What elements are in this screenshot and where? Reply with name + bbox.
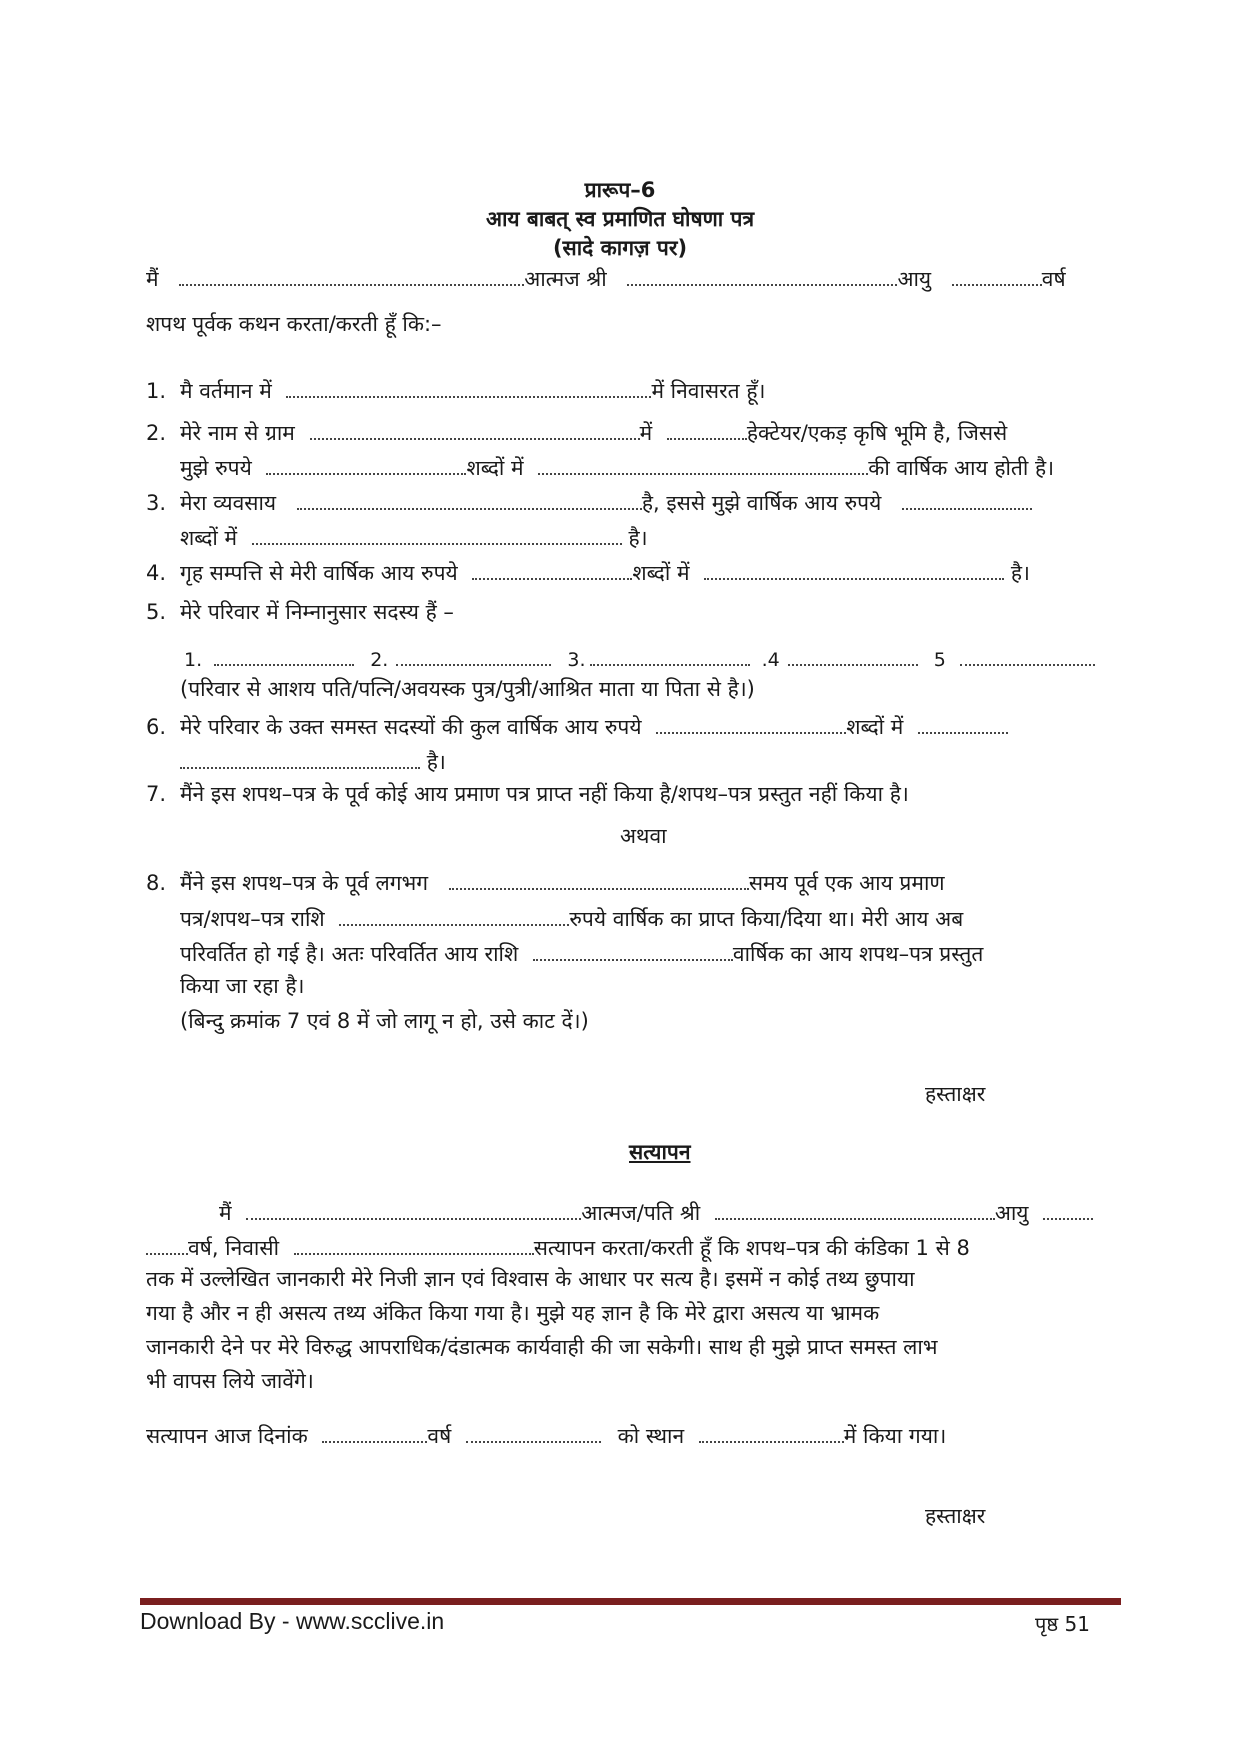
member-2-blank[interactable] [396, 642, 551, 666]
intro-aatmaj: आत्मज श्री [524, 267, 607, 291]
date-blank[interactable] [322, 1419, 427, 1443]
signature-1: हस्ताक्षर [925, 1082, 986, 1106]
land-income-blank[interactable] [266, 451, 466, 475]
village-blank[interactable] [310, 416, 640, 440]
page-number: पृष्ठ 51 [1035, 1612, 1090, 1636]
member-3-blank[interactable] [590, 642, 750, 666]
verif-age-cont-blank[interactable] [146, 1231, 188, 1255]
item-6-line-2: है। [180, 745, 446, 776]
verification-line-2: वर्ष, निवासी सत्यापन करता/करती हूँ कि शपथ–पत्र की कंडिका 1 से 8 [146, 1231, 970, 1262]
intro-aayu: आयु [897, 267, 932, 291]
athva: अथवा [620, 824, 667, 848]
item-6: 6. मेरे परिवार के उक्त समस्त सदस्यों की कुल वार्षिक आय रुपये शब्दों में [146, 710, 1008, 741]
footer-rule [140, 1598, 1121, 1605]
father-name-blank[interactable] [627, 262, 897, 286]
form-subtitle: (सादे कागज़ पर) [552, 236, 688, 260]
family-income-words-cont-blank[interactable] [180, 745, 420, 769]
verif-name-blank[interactable] [246, 1196, 581, 1220]
family-note: (परिवार से आशय पति/पत्नि/अवयस्क पुत्र/पुत्री/आश्रित माता या पिता से है।) [180, 677, 755, 701]
download-link[interactable]: Download By - www.scclive.in [140, 1608, 445, 1634]
prior-time-blank[interactable] [449, 866, 749, 890]
intro-varsh: वर्ष [1041, 267, 1066, 291]
verification-heading: सत्यापन [629, 1140, 691, 1164]
verif-father-blank[interactable] [715, 1196, 995, 1220]
family-income-blank[interactable] [656, 710, 846, 734]
family-members-row: 1. 2. 3. .4 5 [184, 642, 1095, 674]
item-5: 5. मेरे परिवार में निम्नानुसार सदस्य हैं – [146, 600, 454, 624]
item-4: 4. गृह सम्पत्ति से मेरी वार्षिक आय रुपये शब्दों में है। [146, 556, 1030, 587]
verif-age-blank[interactable] [1043, 1196, 1093, 1220]
item-8-line-3: परिवर्तित हो गई है। अतः परिवर्तित आय राशि वार्षिक का आय शपथ–पत्र प्रस्तुत [180, 937, 983, 968]
item-1: 1. मै वर्तमान में में निवासरत हूँ। [146, 374, 765, 405]
name-blank[interactable] [179, 262, 524, 286]
member-5-blank[interactable] [960, 642, 1095, 666]
item-8-line-4: किया जा रहा है। [180, 974, 305, 998]
intro-oath: शपथ पूर्वक कथन करता/करती हूँ कि:– [146, 312, 442, 336]
item-8-line-2: पत्र/शपथ–पत्र राशि रुपये वार्षिक का प्राप्त किया/दिया था। मेरी आय अब [180, 902, 963, 933]
item-8-note: (बिन्दु क्रमांक 7 एवं 8 में जो लागू न हो, उसे काट दें।) [180, 1009, 589, 1033]
item-8: 8. मैंने इस शपथ–पत्र के पूर्व लगभग समय पूर्व एक आय प्रमाण [146, 866, 945, 897]
signature-2: हस्ताक्षर [925, 1504, 986, 1528]
form-number: प्रारूप–6 [584, 178, 656, 202]
property-income-blank[interactable] [472, 556, 632, 580]
verification-line-4: गया है और न ही असत्य तथ्य अंकित किया गया है। मुझे यह ज्ञान है कि मेरे द्वारा असत्य या भ्रामक [146, 1301, 880, 1325]
property-income-words-blank[interactable] [704, 556, 1004, 580]
item-2-line-2: मुझे रुपये शब्दों में की वार्षिक आय होती है। [180, 451, 1054, 482]
prior-amount-blank[interactable] [339, 902, 569, 926]
place-blank[interactable] [699, 1419, 844, 1443]
verification-line-6: भी वापस लिये जावेंगे। [146, 1369, 314, 1393]
verification-line-5: जानकारी देने पर मेरे विरुद्ध आपराधिक/दंडात्मक कार्यवाही की जा सकेगी। साथ ही मुझे प्राप्त समस्त लाभ [146, 1335, 938, 1359]
member-4-blank[interactable] [788, 642, 918, 666]
changed-amount-blank[interactable] [533, 937, 733, 961]
land-income-words-blank[interactable] [538, 451, 868, 475]
verification-date-line: सत्यापन आज दिनांक वर्ष को स्थान में किया गया। [146, 1419, 946, 1450]
item-2: 2. मेरे नाम से ग्राम में हेक्टेयर/एकड़ कृषि भूमि है, जिससे [146, 416, 1007, 447]
item-3: 3. मेरा व्यवसाय है, इससे मुझे वार्षिक आय रुपये [146, 486, 1032, 517]
age-blank[interactable] [952, 262, 1042, 286]
verif-residence-blank[interactable] [294, 1231, 534, 1255]
item-7: 7. मैंने इस शपथ–पत्र के पूर्व कोई आय प्रमाण पत्र प्राप्त नहीं किया है/शपथ–पत्र प्रस्तुत नहीं किया है। [146, 782, 909, 806]
item-3-line-2: शब्दों में है। [180, 521, 648, 552]
family-income-words-blank[interactable] [918, 710, 1008, 734]
occupation-blank[interactable] [297, 486, 642, 510]
residence-blank[interactable] [286, 374, 651, 398]
occupation-income-words-blank[interactable] [252, 521, 622, 545]
occupation-income-blank[interactable] [902, 486, 1032, 510]
verification-line-3: तक में उल्लेखित जानकारी मेरे निजी ज्ञान एवं विश्वास के आधार पर सत्य है। इसमें न कोई तथ्य छुपाया [146, 1267, 915, 1291]
land-area-blank[interactable] [667, 416, 747, 440]
form-title: आय बाबत् स्व प्रमाणित घोषणा पत्र [485, 207, 755, 231]
intro-line [146, 262, 1066, 293]
year-blank[interactable] [466, 1419, 601, 1443]
intro-mai: मैं [146, 267, 159, 291]
member-1-blank[interactable] [214, 642, 354, 666]
verification-line-1: मैं आत्मज/पति श्री आयु [219, 1196, 1093, 1227]
